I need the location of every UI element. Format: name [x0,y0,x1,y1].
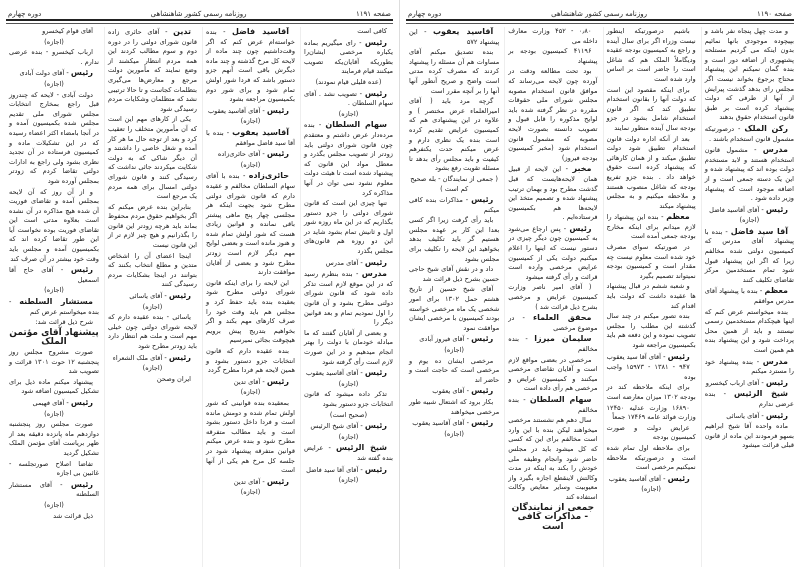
paragraph: بنده تصدیق میکنم آقای مساوات هم آن مسئله را پیشنهاد کردند که مصرف کرده مدتی است واضح و صریح آنطور آنها آنها را بر آنچه مقرر است [409,48,500,95]
speaker-name: رئیس [266,476,289,486]
speaker-paragraph [705,227,794,286]
paragraph: صورت مشروح مجلس روز پنجشنبه ۱۲ حوت ۱۳۰۱ قرائت و تصویب شد [9,348,99,376]
speaker-paragraph [705,205,794,216]
paragraph: ۰٫۸۰ - ۴۵۲ وزارت معارف داخله می [508,27,598,45]
speech-text: - آقای فیروز آبادی [419,335,472,344]
speech-text: - تصویب نشد . آقای سهام السلطان . [304,89,393,108]
speaker-paragraph [9,265,99,285]
paragraph: باید رأی گرفت زیرا اگر کسی بعدا این کار بر عهده مجلس هستیم گر باید تکلیف بدهد بخواهید این لایحه را تکلیف برای مجلس بشود [409,216,500,263]
speech-text: - بنده با پیشنهاد آقای مدرس که کمیسیون دولتی شده مخالفم زیرا که اگر این پیشنهاد قبول شود تمام مستخدمین مرکز تقاضای تکلیف کنند [704,227,794,284]
speaker-paragraph [508,334,597,354]
centered-note: (صحیح است) [329,410,368,419]
paragraph: پیشنهاد میکنم ماده ذیل برای تشکیل کمیسیون اضافه شود [9,377,99,396]
speech-text: - آقای فهیمی [32,398,71,407]
newspaper-title: روزنامه رسمی کشور شاهنشاهی [551,10,647,18]
speaker-name: آقا سید فاضل [730,226,788,236]
speech-text: - بنده با آقا سید فاضل موافقم [206,128,295,147]
speech-text: - این لایحه از قبیل همان لایحه‌هایست که قبل گذشت مطرح بود و بهمان ترتیب پیشنهاد شده و تصمیم متخذ این لایحه‌ها هم بکمیسیون فرستاده‌ایم . [508,165,598,222]
centered-note: (اجازه) [44,79,64,88]
speaker-name: رئیس [364,88,387,98]
speech-text: - بنده بنظرم رسید که در این موقع لازم است تذکر داده شود که قانون شورای دولتی مطرح بشود و آن قانون را اول نمودیم تمام و بعد قوانین دیگر را [304,270,393,327]
speaker-paragraph [607,474,696,485]
text-column [6,27,99,567]
speaker-paragraph [409,27,499,47]
centered-note: (اجازه) [240,117,261,126]
speech-text: - بنده خواسته‌ام عرض کنم که اگر وقت‌داشتیم چون چند ماده از لایحه کل مرخ گذشته و چند ماده دیگرش باقی است آنهم جزو دستور باشد که فردا شور اولش تمام شود و برای شور دوم بکمیسیون مراجعه بشود [206,28,295,104]
speech-text: - بنده این پیشنهاد را لازم میدانم برای اینکه مخارج بودجه جمعی آمده است [606,213,696,241]
paragraph: آقای قوام کیخسرو [42,27,93,35]
paragraph: بنابراین بنده عرض میکنم که اگر بخواهیم حقوق مردم محفوظ بماند باید هرچه زودتر این قانون را بگذرانیم و هیچ چیز لازم تر از این قانون نیست [108,202,197,250]
speaker-paragraph [409,334,499,345]
paragraph: در صورتیکه سوای مصرف خود شده است معلوم نیست چه مقدار است و کمیسیون بودجه نمیتواند تصمیم بگیرد [606,243,696,280]
speaker-name: معظم [764,286,788,296]
speaker-paragraph [304,368,393,379]
speech-text: - آقای حائری‌زاده [217,150,267,159]
speaker-paragraph [108,291,197,302]
speaker-paragraph [206,377,295,388]
speaker-paragraph [206,106,295,117]
speaker-paragraph [206,149,295,160]
centered-note: (اجازه) [44,409,64,418]
text-column [701,27,794,567]
speaker-name: حائری‌زاده [248,171,289,181]
speech-text: - آقای تدین [233,377,267,386]
speech-text: - پس ارجاع می‌شود به کمیسیون چون دیگر چیزی در دستور نیست که اینها را اعلام میکنیم دولت یکی از کمیسیون عرایض مرخصی وارده است قرائت و رأی گرفته میشود [508,224,598,281]
paragraph: بنده عقیده دارم که قانون انتخابات جزو دستور بشود و همین لایحه هم فردا مطرح گردد [206,347,295,375]
paragraph: و از آن روز که آن لایحه بمجلس آمده و تقاضای فوریت آن شده هیچ مذاکره در آن نشده است بعلاوه مدتی است این تقاضای فوریت بوده نخواست آیا این طور تقاضا کرده اند که بکمیسیون آمده و مجلس باید وقت خود بیشتر در آن صرف کند [9,187,99,263]
paragraph: صورت مجلس روز پنجشنبه دوازدهم ماه پانزده دقیقه بعد از ظهر بریاست آقای مؤتمن الملک تشکیل گردید [9,420,99,457]
speaker-name: رئیس [266,376,289,386]
speech-text: - بنده مخالفم [508,395,598,414]
paragraph: مرخصی در بعضی مواقع لازم است و آقایان تقاضای مرخصی میکنند و کمیسیون عرایض و مرخصی هم رأی داده است [508,355,598,393]
speech-text: - آقای شیخ الرئیس [310,422,365,431]
text-column [406,27,499,567]
paragraph: سال دهم هم نشستند مرخصی میخواهند لیکن بنده با این وارد است مخالفم برای این که کسی که کل میشود باید در مجلس حاضر شود وانجام وظیفه ملی خودش را بکند به اینکه در مدت وکالتش لاینقطع اجازه بگیرد واز معیوبیت وسایر معایص وکالت استفاده کند [508,416,598,501]
page-header [6,4,393,18]
speech-text: - بنده با آقای سهام السلطان مخالفم و عقیده دارم که قانون شورای دولتی مطرح شود بجهت اینکه هر مجلسی چهار پنج ماهی پیشتر باقی نمانده و قوانین زیادی هست که شور اولش تمام شده و هنوز مانده است و بعضی لوایح مهم دیگر لازم است زودتر مطرح شود و بعضی از آقایان موافقت دارند [206,172,295,277]
speech-text: - بنده عرضی ندارم [704,390,794,408]
newspaper-title: روزنامه رسمی کشور شاهنشاهی [150,10,247,18]
paragraph: برای اینکه مقصود این است که دولت آنها را بقانون استخدام تطبیق کند که اگر قانون استخدام شامل بشود در جزو بودجه سال آینده منظور نمایند [606,85,696,132]
centered-note: (اجازه) [444,429,464,438]
speech-text: - آقای یاسائی [129,292,169,301]
speaker-paragraph [304,269,393,328]
paragraph: ۱۶۸۹۰ وزارت عدلیه ۱۲۴۵۰ وزارت فوائد عامه ۱۷۴۶۹ جمعاً [606,403,696,422]
speaker-paragraph [409,195,499,215]
paragraph: و شعبه ششم در قبال پیشنهاد ها عقیده داشت که دولت باید اقدام کند [606,282,696,310]
paragraph: تنها چیزی این است که قانون شورای دولتی را جزو دستور بگذاریم که در این ماه روزه شور اول و ثانیش تمام بشود شاید در این دو روزه هم قانون‌های مجلس بگذرد [304,199,393,256]
speaker-name: شیخ الرئیس [734,389,788,399]
paragraph: شرح ذیل قرائت شد: [35,318,93,327]
speech-text: - آقای آقاسید یعقوب [305,369,365,378]
page-header [406,4,794,18]
header-rule [406,19,794,24]
speaker-paragraph [9,398,99,409]
speech-text: - آقای آقاسید فاضل [709,205,766,214]
speaker-name: رئیس [70,265,93,275]
speech-text: - بنده پیشنهاد خود را مسترد میکنم [704,357,794,376]
speaker-name: رئیس [364,464,387,474]
paragraph: و بعضی از آقایان گفتند که ما مبادله خودمان با دولت را بهتر انجام میدهیم و در این صورت لازم است رأی گرفته شود [304,328,393,366]
paragraph: داد و در نقش آقای شیخ حاجی حسین بشرح ذیل قرائت شد [409,265,500,283]
speaker-name: رئیس [70,397,93,407]
text-column [504,27,597,567]
page-number: صفحه ۱۱۹۱ [355,10,391,18]
paragraph: ۴۱۱۹۶ کمیسیون بودجه بر پیشنهاد [508,47,598,65]
speaker-paragraph [705,145,794,204]
speech-text: - آقای آقا سید یعقوب [606,352,668,361]
centered-note: (اجازه) [338,432,359,441]
centered-note: (اجازه) [444,346,464,354]
speaker-paragraph [206,27,295,105]
paragraph: یاسائی - بنده عقیده دارم که لایحه شورای دولتی چون خیلی مهم است و ملت هم انتظار دارد باید زودتر مطرح شود [108,313,197,350]
text-column [104,27,197,567]
speaker-paragraph [108,27,197,114]
speech-text: - آقای آقاسید یعقوب [608,474,668,483]
speaker-name: رئیس [168,291,191,301]
paragraph: برای اینکه ملاحظه کند در بودجه ۱۳۰۲ میزان معارضه است [606,383,696,401]
speaker-name: سلیمان میرزا [534,334,592,344]
speaker-name: رئیس [667,351,690,361]
speaker-name: معظم [666,212,690,222]
page-right [400,0,800,569]
section-heading: پیشنهاد آقای مؤتمن الملک [9,327,99,348]
volume-label: دوره چهارم [8,10,42,18]
speaker-name: رکن الملک [744,123,789,133]
speaker-name: رئیس [364,37,387,47]
speaker-paragraph [9,297,99,317]
paragraph: ۹۴۷ - ۱۳۸۱ - ۱۵۹۷۳ واجب بوده [606,363,696,381]
speaker-paragraph [705,378,794,389]
speaker-name: شیخ الرئیس [335,443,388,453]
speaker-paragraph [108,353,197,364]
speaker-paragraph [304,443,393,463]
paragraph: بکار برود که اشتعال شبیه طور مرخصی میخواهند [409,397,500,416]
speech-text: - آقای آقاسید یعقوب [207,106,267,115]
paragraph: بعد از آنکه اداره دولت قانون استخدام تطبیق شود دولت تطبیق میکند و از همان کارهائی که پیشنهاد کرده است حقوق خواهد داد . بنده جزو تفریع بودجه که شاغل منصوب هستند و ملاحظه میکنیم و به مجلس پیشنهاد میکند [606,134,696,210]
text-columns [6,27,393,567]
speaker-name: محقق العلماء [533,313,592,323]
speaker-name: سهام السلطان [325,120,388,130]
volume-label: دوره چهارم [408,10,442,18]
section-heading: جمعی از نمایندگان - مذاکرات کافی است [511,502,595,532]
speaker-paragraph [206,477,295,488]
speaker-paragraph [705,411,794,422]
paragraph: کافی است [357,27,387,35]
paragraph: برای ملاحظه اول تمام شده است و درصورتیکه ملاحظه نمیکنیم مرخصی است [606,443,696,472]
speaker-name: رئیس [471,386,494,396]
paragraph: بمعقیده بنده قوانینی که شور اولش تمام شده و دومش مانده است و فردا داخل دستور بشود است و باید مطالب متفرقه مطرح شود و بنده عرض میکنم قوانین متفرقه پیشنهاد شود در جلسه کل مرخ هم یکی از آنها است [206,398,295,475]
speaker-paragraph [206,171,295,278]
speaker-paragraph [304,465,393,476]
speaker-name: رئیس [266,149,289,159]
speaker-paragraph [705,124,794,144]
speech-text: - آقای حاج آقا اسمعیل [9,266,99,284]
speaker-name: آقاسید یعقوب [433,27,494,36]
speaker-paragraph [304,120,393,198]
speaker-paragraph [508,395,597,415]
speaker-name: مستشار السلطنه [19,297,93,307]
speaker-paragraph [9,480,99,500]
speaker-paragraph [304,38,393,77]
speaker-paragraph [705,389,794,409]
speaker-paragraph [508,224,597,283]
centered-note: (اجازه) [44,500,64,509]
paragraph: ( آقای امیر ناصر وزارت کمیسیون عرایض و مرخصی بشرح ذیل قرائت شد ) [508,283,598,311]
paragraph: ذیل قرائت شد [53,511,93,520]
speaker-paragraph [409,386,499,397]
speech-text: - آقای حائری زاده قانون شورای دولتی را در دوره دوم و سوم مطالب کردند این همه مردم انتظار میکشند از وضع نمایند که مأمورین دولت مرجع و معارض‌ها می‌گیری بتظلمات کجاست و تا حالا ترتیبی نشد که متظلمان وشکایات مردم رسیدگی شود [108,28,197,113]
speech-text: - آقای مستشار السلطنه [9,480,99,499]
speaker-name: رئیس [266,105,289,115]
centered-note: (اجازه) [44,37,64,46]
centered-note: (اجازه) [338,109,359,118]
speaker-name: رئیس [765,204,788,214]
centered-note: (اجازه) [338,379,359,388]
speaker-paragraph [304,89,393,109]
speaker-name: رئیس [364,421,387,431]
centered-note: (اجازه) [240,160,261,169]
speaker-name: رئیس [70,479,93,489]
speaker-name: رئیس [471,418,494,428]
speech-text: - مشمول قانون استخدام هستند و لابد مستخدم دولت بوده اند که پیشنهاد شده و این یک دسته جمعی است و از اضافه موجود است که پیشنهاد وزیر داده شود . [704,146,794,203]
centered-note: ( جمعی از نمایندگان - بله صحیح کم است ) [410,174,498,193]
speaker-paragraph [508,164,597,223]
paragraph: بنده تصور میکنم در چند سال گذشته این مطلب را مجلس تصویب نموده و این دفعه هم باید بکمیسیون مراجعه شود [606,312,696,349]
paragraph: عرایض دولت و صورت کمیسیون بودجه [606,423,696,442]
speaker-paragraph [409,418,499,429]
paragraph: بنده میخواستم عرض کنم که اینها هیچکدام مستخدمین رسمی نیستند و باید از همین محل پرداخت شود و این پیشنهاد بنده هم همین است [704,307,794,354]
centered-note: (اجازه) [641,485,661,494]
speech-text: - آقای دولت آبادی [19,69,71,78]
speaker-paragraph [9,68,99,79]
speaker-name: رئیس [667,473,690,483]
paragraph: گرچه مرد باید ( آقای امیرالعلماء عرض مختصر ) و علاوه در این پیشنهادی هم که کمیسیون عرایض تقدیم کرده است بنده یک نظری دارم و عرض میکنم حدت یکنفرهم کیفیت و باید مجلس رأی بدهد تا مسئله تقویت رفع بشود [409,97,500,173]
centered-note: (اجازه) [142,364,163,373]
centered-note: (اجازه) [739,216,760,225]
paragraph: یکی از کارهای مهم این است که آن مأمورین متخلف را تعقیب کرد و بعد از توجه حال ما هر کار آمده و شغل خاصی را داشتند و آن دیگر شاکی که به دولت شکایت میکردند جائی نداشت که رسیدگی کنند و قانون شورای دولتی امسال برای همه مردم یک مرجع است [108,115,197,201]
speaker-paragraph [206,128,295,148]
speaker-paragraph [304,421,393,432]
speech-text: - آقای ارباب کیخسرو [705,378,766,387]
paragraph: تذکر داده میشود که قانون انتخابات جزو دستور بشود [304,390,393,408]
text-column [300,27,393,567]
centered-note: (اجازه) [240,388,261,397]
speech-text: - این پیشنهاد ۵۷۲ [409,28,500,46]
paragraph: اینجا اعضای آن را اشخاص متدین و مطلع انتخاب بکنند که بتوانند در اینجا بشکایات مردم رسیدگی کنند [108,251,197,289]
speaker-paragraph [705,357,794,377]
speaker-paragraph [607,352,696,363]
speech-text: - بنده میخواستم عرض کنم [9,298,99,316]
speech-text: - بنده مرده‌دار عرض داشتم و معتقدم چون قانون شورای دولتی باید زودتر از تصویب مجلس بگذرد و معطل مواد این قانون که پیشنهاد شده است تا هیئت دولت معلوم نشود نمی توان در آنها مذاکره کرد [304,121,393,197]
speech-text: - آقای یعقوب [432,387,472,396]
paragraph: و مدت چهل پنجاه نفر باشد و بپیچوده موجودی بانها نمائیم بدون اینکه می گردیم مستلحه پشتهوری از اضافه دور است و بنده گمان نمیکنم این پیشنهاد محتاج برجوع بخواند نیست اگر مجلس رای بدهد گذشت پیرایش از آنها از طرفی که دولت پیشنهاد کرده است بر طبق قانون استخدام حقوق بدهند [704,27,794,122]
paragraph: آقای شیخ حسین از تاریخ هشتم حمل ۱۳۰۲ برای امور شخصی یک ماه مرخصی خواسته بودند کمیسیون با مرخصی ایشان موافقت نمود [409,285,500,332]
centered-note: (عده قلیلی قیام نمودند) [315,77,382,86]
paragraph: بود تحت مطالعه ودقت در آورده چون لایحه می‌رساند که موافق قانون استخدام مصوبه مجلس شورای ملی حقوقات مقرره در نظر گرفته شده باید لوایح مذکوره را قابل قبول و تصویب دانسته بصورت لایحه مصوبه که مشمول قانون استخدام شود (مخبر کمیسیون بودجه فیروز) [508,67,598,162]
speech-text: - در موضوع مرخصی [508,314,598,332]
speech-text: - آقای تدین [233,477,267,486]
speaker-name: مدرس [762,145,788,155]
speaker-name: تدین [173,27,191,36]
speaker-name: آقاسید فاضل [232,27,290,36]
speech-text: - عرایض بنده گفته شد [304,444,393,462]
speaker-paragraph [705,286,794,306]
centered-note: (اجازه) [240,488,261,497]
paragraph: ماده واحده آقا شیخ ابراهیم بسهو فرمودند این ماده از قانون قبلی قرائت میشود [704,422,794,450]
paragraph: مرخصی ایشان ده یوم و مرخصی است که حاجت است و حاضر اند [409,356,500,384]
centered-note: (اجازه) [142,302,163,311]
speaker-name: رئیس [765,377,788,387]
speaker-name: مخبر [572,164,592,174]
speech-text: - رای میگیریم بماده یکباره مرخصی ایشان‌را بطوریکه آقایان‌یکه تصویب میکنند قیام فرمایند [304,38,393,76]
speaker-paragraph [607,212,696,242]
speech-text: - آقای آقا سید فاضل [306,465,365,474]
speaker-paragraph [508,313,597,333]
paragraph: ارباب کیخسرو - بنده عرضی ندارم . [9,48,99,66]
speaker-name: رئیس [70,68,93,78]
paragraph: این لایحه را برای اینکه قانون شورای دولتی مطرح شود بعقیده بنده باید حفظ کرد و مجلس هم باید وقت خود را صرف کارهای مهم بکند و اگر بخواهیم بتدریج پیش برویم هیچوقت بجائی نمیرسیم [206,278,295,345]
speaker-name: رئیس [364,368,387,378]
speaker-name: آقاسید یعقوب [232,127,289,137]
centered-note: (اجازه) [44,286,64,295]
speaker-name: رئیس [364,257,387,267]
speaker-name: رئیس [471,334,494,344]
paragraph: دولت آبادی - لایحه که چندروز قبل راجع بمخارج انتخابات مجلس شورای ملی تقدیم مجلس شده بکمیسیون آمده و در آنجا بامضاء اکثر اعضاء رسیده که در این تشکیلات ماده و کمیسیون فرستاده در آن تجدید نظری بشود ولی راجع به ادارات دولتی تقاضا کردم که زودتر بمجلس آورده شود [9,90,99,185]
speaker-paragraph [304,258,393,269]
paragraph: ایران وصحن [156,374,191,383]
speech-text: - درصورتیکه مشمول قانون استخدام باشند . [704,124,794,143]
page-number: صفحه ۱۱۹۰ [756,10,792,18]
speech-text: - آقای ملک الشعراء [112,353,169,362]
speech-text: - بنده با پیشنهاد آقای مدرس موافقم [704,287,794,306]
speaker-name: سهام السلطان [529,394,592,404]
speaker-name: مدرس [361,269,387,279]
text-column [603,27,696,567]
centered-note: (اجازه) [338,476,359,485]
speaker-name: رئیس [471,195,494,205]
speech-text: - مذاکرات بنده کافی میکنم [409,196,500,214]
speaker-name: مدرس [762,356,788,366]
speech-text: - آقای آقاسید یعقوب [412,419,472,428]
speaker-name: رئیس [168,352,191,362]
header-rule [6,19,393,24]
speaker-name: رئیس [569,223,592,233]
text-columns [406,27,794,567]
speaker-name: رئیس [765,410,788,420]
speech-text: - آقای یاسائی [726,411,766,420]
paragraph: تفاضا اصلاح صورتجلسه - غائبین بی اجازه [9,459,99,478]
paragraph: باشیم درصورتیکه اینطور نیست وزراء اگر برای سال آینده و راجع به کمیسیون بودجه عقیده ودیگاملاً الملک هم که شاغل است را جاضر است بر اساس وارد شده است [606,27,696,83]
text-column [202,27,295,567]
speech-text: - آقای مدرس [325,258,365,267]
speech-text: - بنده مخالفم [508,335,598,353]
